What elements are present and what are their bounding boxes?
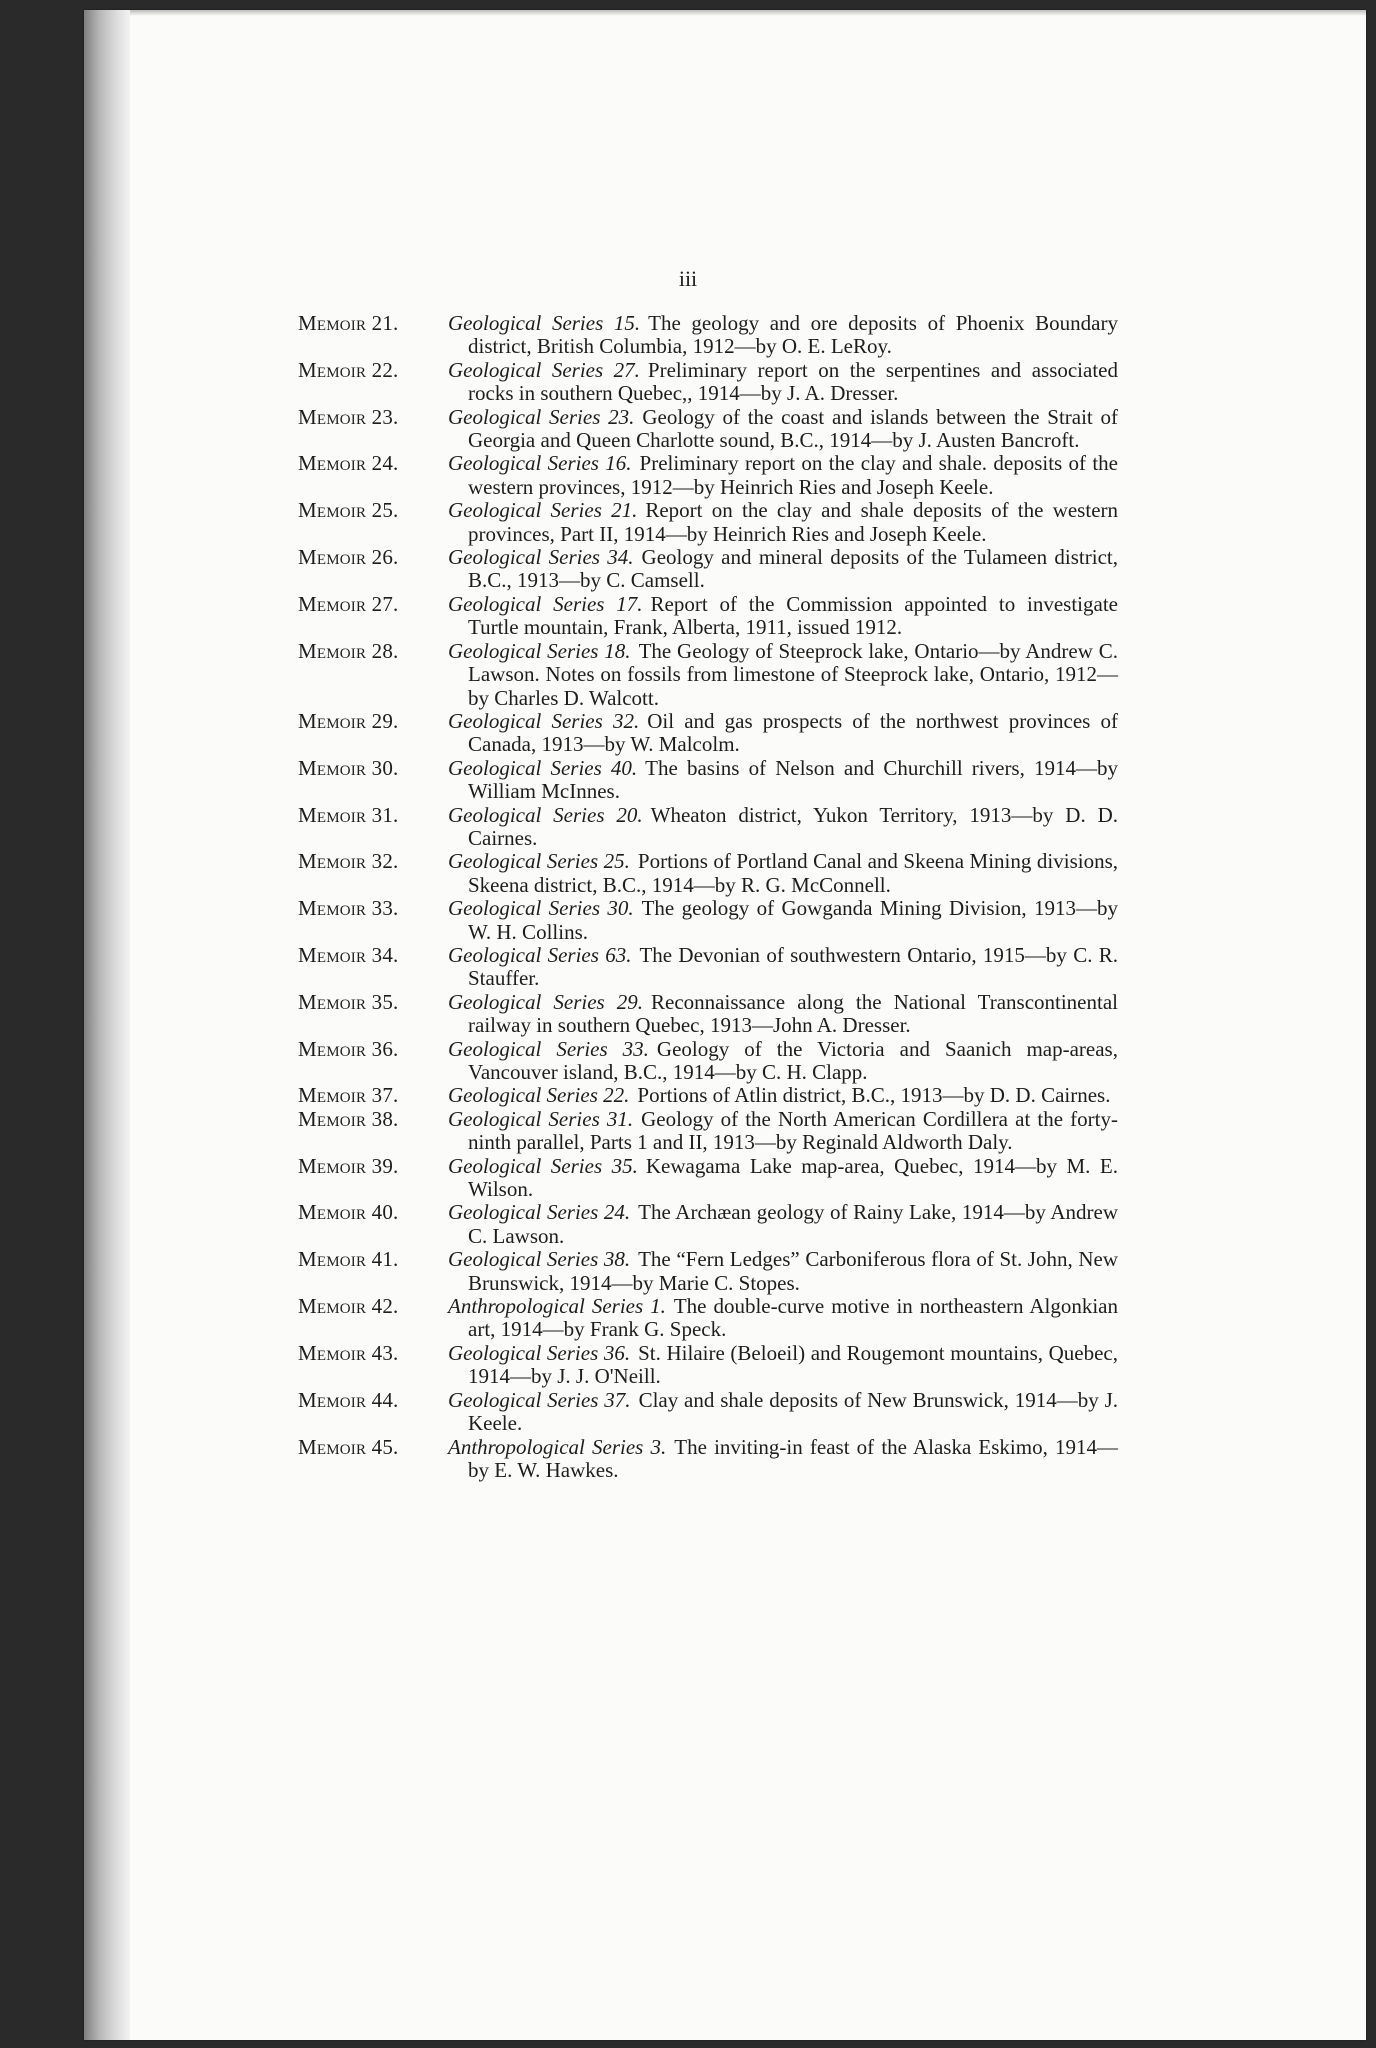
memoir-entry [298, 1155, 1118, 1202]
memoir-entry [298, 804, 1118, 851]
memoir-number: Memoir 33. [298, 896, 399, 921]
memoir-description [448, 1201, 1118, 1248]
memoir-number: Memoir 27. [298, 591, 399, 616]
series-title: Geological Series 38. [448, 1247, 631, 1272]
memoir-entry [298, 710, 1118, 757]
memoir-entry [298, 312, 1118, 359]
memoir-entry [298, 1248, 1118, 1295]
series-title: Geological Series 18. [448, 638, 631, 663]
memoir-list [298, 312, 1118, 1482]
memoir-description [448, 710, 1118, 757]
memoir-number: Memoir 45. [298, 1434, 399, 1459]
memoir-number: Memoir 37. [298, 1083, 399, 1108]
memoir-number: Memoir 44. [298, 1387, 399, 1412]
memoir-entry [298, 850, 1118, 897]
memoir-entry [298, 1389, 1118, 1436]
memoir-title-author: Preliminary report on the serpentines and associated rocks in southern Quebec,, 1914—by J. A. Dresser. [468, 357, 1118, 406]
memoir-number: Memoir 41. [298, 1247, 399, 1272]
memoir-description [448, 359, 1118, 406]
memoir-title-author: The Archæan geology of Rainy Lake, 1914—by Andrew C. Lawson. [468, 1200, 1118, 1248]
memoir-title-author: Report on the clay and shale deposits of the western provinces, Part II, 1914—by Heinrich Ries and Joseph Keele. [468, 498, 1119, 546]
memoir-entry [298, 1084, 1118, 1107]
series-title: Geological Series 21. [448, 498, 638, 523]
memoir-number: Memoir 42. [298, 1294, 399, 1319]
series-title: Geological Series 24. [448, 1200, 631, 1225]
memoir-entry [298, 359, 1118, 406]
series-title: Geological Series 35. [448, 1153, 638, 1178]
memoir-description [448, 1436, 1118, 1483]
memoir-number: Memoir 40. [298, 1200, 399, 1225]
series-title: Geological Series 25. [448, 849, 630, 874]
memoir-title-author: Clay and shale deposits of New Brunswick, 1914—by J. Keele. [468, 1387, 1119, 1436]
series-title: Geological Series 16. [448, 451, 632, 476]
memoir-title-author: The geology and ore deposits of Phoenix Boundary district, British Columbia, 1912—by O. E. LeRoy. [468, 311, 1119, 359]
memoir-description [448, 593, 1118, 640]
page-top-edge [84, 10, 1366, 16]
series-title: Anthropological Series 1. [448, 1294, 666, 1319]
memoir-number: Memoir 43. [298, 1340, 399, 1365]
memoir-number: Memoir 25. [298, 498, 399, 523]
memoir-number: Memoir 36. [298, 1036, 399, 1061]
memoir-description [448, 312, 1118, 359]
memoir-description [448, 640, 1118, 710]
memoir-number: Memoir 29. [298, 708, 399, 733]
memoir-entry [298, 1342, 1118, 1389]
memoir-entry [298, 1201, 1118, 1248]
memoir-description [448, 1248, 1118, 1295]
series-title: Anthropological Series 3. [448, 1434, 667, 1459]
memoir-entry [298, 991, 1118, 1038]
memoir-title-author: The Geology of Steeprock lake, Ontario—by Andrew C. Lawson. Notes on fossils from limestone of Steeprock lake, Ontario, 1912—by Charles D. Walcott. [468, 638, 1118, 710]
series-title: Geological Series 23. [448, 404, 635, 429]
memoir-description [448, 991, 1118, 1038]
memoir-number: Memoir 30. [298, 755, 399, 780]
memoir-entry [298, 546, 1118, 593]
memoir-entry [298, 452, 1118, 499]
memoir-description [448, 850, 1118, 897]
memoir-number: Memoir 34. [298, 942, 399, 967]
memoir-title-author: Geology of the Victoria and Saanich map-areas, Vancouver island, B.C., 1914—by C. H. Clapp. [468, 1036, 1118, 1084]
memoir-title-author: Preliminary report on the clay and shale. deposits of the western provinces, 1912—by Heinrich Ries and Joseph Keele. [468, 451, 1118, 499]
memoir-title-author: Wheaton district, Yukon Territory, 1913—by D. D. Cairnes. [468, 802, 1118, 850]
memoir-title-author: Portions of Portland Canal and Skeena Mining divisions, Skeena district, B.C., 1914—by R. G. McConnell. [468, 849, 1118, 897]
series-title: Geological Series 34. [448, 545, 634, 570]
memoir-entry [298, 1108, 1118, 1155]
memoir-description [448, 499, 1118, 546]
memoir-title-author: The inviting-in feast of the Alaska Eskimo, 1914—by E. W. Hawkes. [468, 1434, 1119, 1482]
series-title: Geological Series 20. [448, 802, 643, 827]
series-title: Geological Series 40. [448, 755, 638, 780]
series-title: Geological Series 37. [448, 1387, 631, 1412]
memoir-title-author: Kewagama Lake map-area, Quebec, 1914—by M. E. Wilson. [468, 1153, 1118, 1202]
memoir-description [448, 757, 1118, 804]
memoir-number: Memoir 38. [298, 1106, 399, 1131]
memoir-title-author: The basins of Nelson and Churchill rivers, 1914—by William McInnes. [468, 755, 1118, 804]
memoir-entry [298, 944, 1118, 991]
memoir-description [448, 452, 1118, 499]
memoir-description [448, 1084, 1118, 1107]
memoir-title-author: Geology of the coast and islands between the Strait of Georgia and Queen Charlotte sound, B.C., 1914—by J. Austen Bancroft. [468, 404, 1118, 453]
memoir-number: Memoir 39. [298, 1153, 399, 1178]
series-title: Geological Series 63. [448, 942, 632, 967]
memoir-title-author: Reconnaissance along the National Transcontinental railway in southern Quebec, 1913—John A. Dresser. [468, 989, 1118, 1038]
series-title: Geological Series 30. [448, 896, 634, 921]
memoir-description [448, 1295, 1118, 1342]
memoir-entry [298, 593, 1118, 640]
memoir-entry [298, 757, 1118, 804]
memoir-title-author: Geology and mineral deposits of the Tulameen district, B.C., 1913—by C. Camsell. [468, 545, 1118, 593]
memoir-number: Memoir 26. [298, 545, 399, 570]
memoir-title-author: The geology of Gowganda Mining Division, 1913—by W. H. Collins. [468, 896, 1118, 944]
memoir-number: Memoir 24. [298, 451, 399, 476]
memoir-description [448, 804, 1118, 851]
memoir-description [448, 897, 1118, 944]
book-spine-shadow [84, 10, 130, 2040]
series-title: Geological Series 27. [448, 357, 640, 382]
memoir-entry [298, 640, 1118, 710]
memoir-entry [298, 1436, 1118, 1483]
memoir-title-author: Report of the Commission appointed to investigate Turtle mountain, Frank, Alberta, 1911, issued 1912. [468, 591, 1118, 640]
memoir-description [448, 1038, 1118, 1085]
memoir-title-author: The “Fern Ledges” Carboniferous flora of St. John, New Brunswick, 1914—by Marie C. Stopes. [468, 1247, 1118, 1295]
series-title: Geological Series 31. [448, 1106, 634, 1131]
memoir-description [448, 406, 1118, 453]
memoir-description [448, 546, 1118, 593]
series-title: Geological Series 22. [448, 1083, 630, 1108]
series-title: Geological Series 17. [448, 591, 643, 616]
memoir-number: Memoir 35. [298, 989, 399, 1014]
memoir-number: Memoir 31. [298, 802, 399, 827]
memoir-number: Memoir 28. [298, 638, 399, 663]
memoir-title-author: The double-curve motive in northeastern Algonkian art, 1914—by Frank G. Speck. [468, 1294, 1118, 1342]
memoir-entry [298, 499, 1118, 546]
memoir-title-author: St. Hilaire (Beloeil) and Rougemont mountains, Quebec, 1914—by J. J. O'Neill. [468, 1340, 1118, 1389]
memoir-description [448, 1389, 1118, 1436]
memoir-title-author: The Devonian of southwestern Ontario, 1915—by C. R. Stauffer. [468, 942, 1118, 991]
memoir-title-author: Oil and gas prospects of the northwest provinces of Canada, 1913—by W. Malcolm. [468, 708, 1118, 757]
memoir-number: Memoir 21. [298, 311, 399, 335]
memoir-number: Memoir 23. [298, 404, 399, 429]
memoir-entry [298, 406, 1118, 453]
series-title: Geological Series 29. [448, 989, 644, 1014]
memoir-entry [298, 1295, 1118, 1342]
series-title: Geological Series 15. [448, 311, 641, 335]
series-title: Geological Series 32. [448, 708, 640, 733]
memoir-number: Memoir 32. [298, 849, 399, 874]
memoir-title-author: Portions of Atlin district, B.C., 1913—by D. D. Cairnes. [637, 1083, 1111, 1108]
page-number: iii [678, 266, 698, 291]
memoir-entry [298, 897, 1118, 944]
memoir-description [448, 944, 1118, 991]
series-title: Geological Series 33. [448, 1036, 649, 1061]
memoir-entry [298, 1038, 1118, 1085]
memoir-description [448, 1155, 1118, 1202]
series-title: Geological Series 36. [448, 1340, 631, 1365]
memoir-number: Memoir 22. [298, 357, 399, 382]
memoir-title-author: Geology of the North American Cordillera at the forty-ninth parallel, Parts 1 and II, 1913—by Reginald Aldworth Daly. [468, 1106, 1118, 1155]
memoir-description [448, 1108, 1118, 1155]
memoir-description [448, 1342, 1118, 1389]
